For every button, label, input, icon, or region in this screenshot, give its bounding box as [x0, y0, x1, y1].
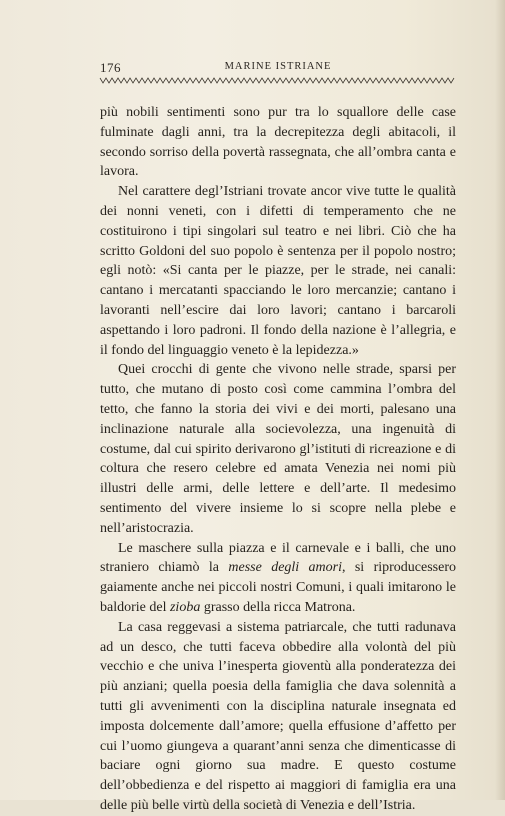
- page-edge-shadow: [495, 0, 505, 800]
- paragraph: [100, 103, 456, 182]
- text-run: La casa reggevasi a sistema patriarcale, che tutti radunava ad un desco, che tutti faceva obbedire alla volontà del più vecchio e che univa l’inesperta gioventù alla ponderatezza dei più anziani; quella poesia della famiglia che dava solennità a tutti gli avvenimenti con la disciplina naturale insegnata ed imposta dolcemente dall’amore; quella effusione d’affetto per cui l’uomo giungeva a quarant’anni senza che dimenticasse di baciare ogni giorno sua madre. E questo costume dell’obbedienza e del rispetto ai maggiori di famiglia era una delle più belle virtù della società di Venezia e dell’Istria.: [100, 619, 456, 813]
- paragraph: [100, 539, 456, 618]
- text-run: , si riproducessero gaiamente anche nei piccoli nostri Comuni, i quali imitarono le baldorie del: [100, 560, 456, 615]
- page-number: 176: [100, 60, 121, 75]
- text-run: più nobili sentimenti sono pur tra lo squallore delle case fulminate dagli anni, tra la decrepitezza degli abitacoli, il secondo sorriso della povertà rassegnata, che all’ombra canta e lavora.: [100, 105, 456, 180]
- paragraph: [100, 360, 456, 538]
- text-run: Le maschere sulla piazza e il carnevale e i balli, che uno straniero chiamò la: [100, 540, 456, 576]
- text-run: grasso della ricca Matrona.: [200, 599, 356, 615]
- italic-phrase: messe degli amori: [228, 560, 342, 576]
- running-title: MARINE ISTRIANE: [224, 61, 332, 72]
- header-ornament-rule: [100, 76, 456, 85]
- italic-phrase: zioba: [169, 599, 201, 615]
- paragraph: [100, 618, 456, 816]
- text-run: Quei crocchi di gente che vivono nelle strade, sparsi per tutto, che mutano di posto così come cammina l’ombra del tetto, che fanno la storia dei vivi e dei morti, palesano una inclinazione naturale alla socievolezza, una ingenuità di costume, dal cui spirito derivarono gl’istituti di ricreazione e di coltura che resero celebre ed amata Venezia nei nomi più illustri delle armi, delle lettere e dell’arte. Il medesimo sentimento del vivere insieme lo si scopre nella plebe e nell’aristocrazia.: [100, 362, 456, 536]
- text-run: Nel carattere degl’Istriani trovate ancor vive tutte le qualità dei nonni veneti, con i difetti di temperamento che ne costituirono i tipi singolari sul teatro e nei libri. Ciò che ha scritto Goldoni del suo popolo è sentenza per il popolo nostro; egli notò: «Si canta per le piazze, per le strade, nei canali: cantano i mercatanti spacciando le loro mercanzie; cantano i lavoranti nell’escire dai loro lavori; cantano i barcaroli aspettando i loro padroni. Il fondo della nazione è l’allegria, e il fondo del linguaggio veneto è la lepidezza.»: [100, 184, 456, 358]
- running-header: [100, 60, 456, 76]
- paragraph: [100, 182, 456, 360]
- body-text: [100, 103, 456, 816]
